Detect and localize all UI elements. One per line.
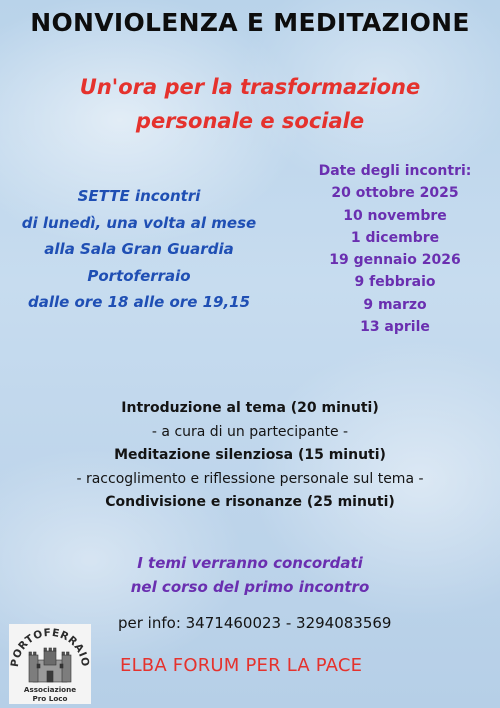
themes-note [0,551,500,599]
program-item: Condivisione e risonanze (25 minuti) [105,494,395,510]
themes-line: nel corso del primo incontro [130,578,370,596]
date-item: 1 dicembre [350,229,440,246]
logo-bottom-line2: Pro Loco [32,694,68,703]
program-item: Introduzione al tema (20 minuti) [121,400,379,416]
schedule-line: SETTE incontri [77,187,201,205]
logo-bottom-line1: Associazione [23,685,77,694]
schedule-line: dalle ore 18 alle ore 19,15 [27,293,251,311]
pro-loco-logo [9,624,91,704]
logo-top-text: PORTOFERRAIO [9,626,91,668]
themes-line: I temi verranno concordati [137,554,363,572]
contact-info: per info: 3471460023 - 3294083569 [118,614,392,632]
pro-loco-logo-graphic [9,624,91,704]
session-program [0,397,500,515]
schedule-description [8,183,270,316]
schedule-line: di lunedì, una volta al mese [21,213,257,232]
program-note: - a cura di un partecipante - [151,423,349,440]
date-item: 9 febbraio [354,274,436,291]
program-item: Meditazione silenziosa (15 minuti) [114,447,386,463]
date-item: 10 novembre [343,207,447,224]
date-item: 9 marzo [363,296,427,313]
poster-title: NONVIOLENZA E MEDITAZIONE [30,8,470,37]
dates-heading: Date degli incontri: [318,163,472,179]
organizer-name: ELBA FORUM PER LA PACE [120,655,363,676]
poster-subtitle [0,70,500,138]
program-note: - raccoglimento e riflessione personale sul tema - [76,470,424,487]
date-item: 20 ottobre 2025 [331,185,459,202]
date-item: 19 gennaio 2026 [329,252,461,269]
schedule-line: Portoferraio [87,266,191,285]
fortress-icon [29,648,71,682]
date-item: 13 aprile [360,319,430,336]
meeting-dates [300,160,490,338]
schedule-line: alla Sala Gran Guardia [44,240,234,258]
subtitle-line: personale e sociale [135,109,365,133]
subtitle-line: Un'ora per la trasformazione [79,75,421,99]
